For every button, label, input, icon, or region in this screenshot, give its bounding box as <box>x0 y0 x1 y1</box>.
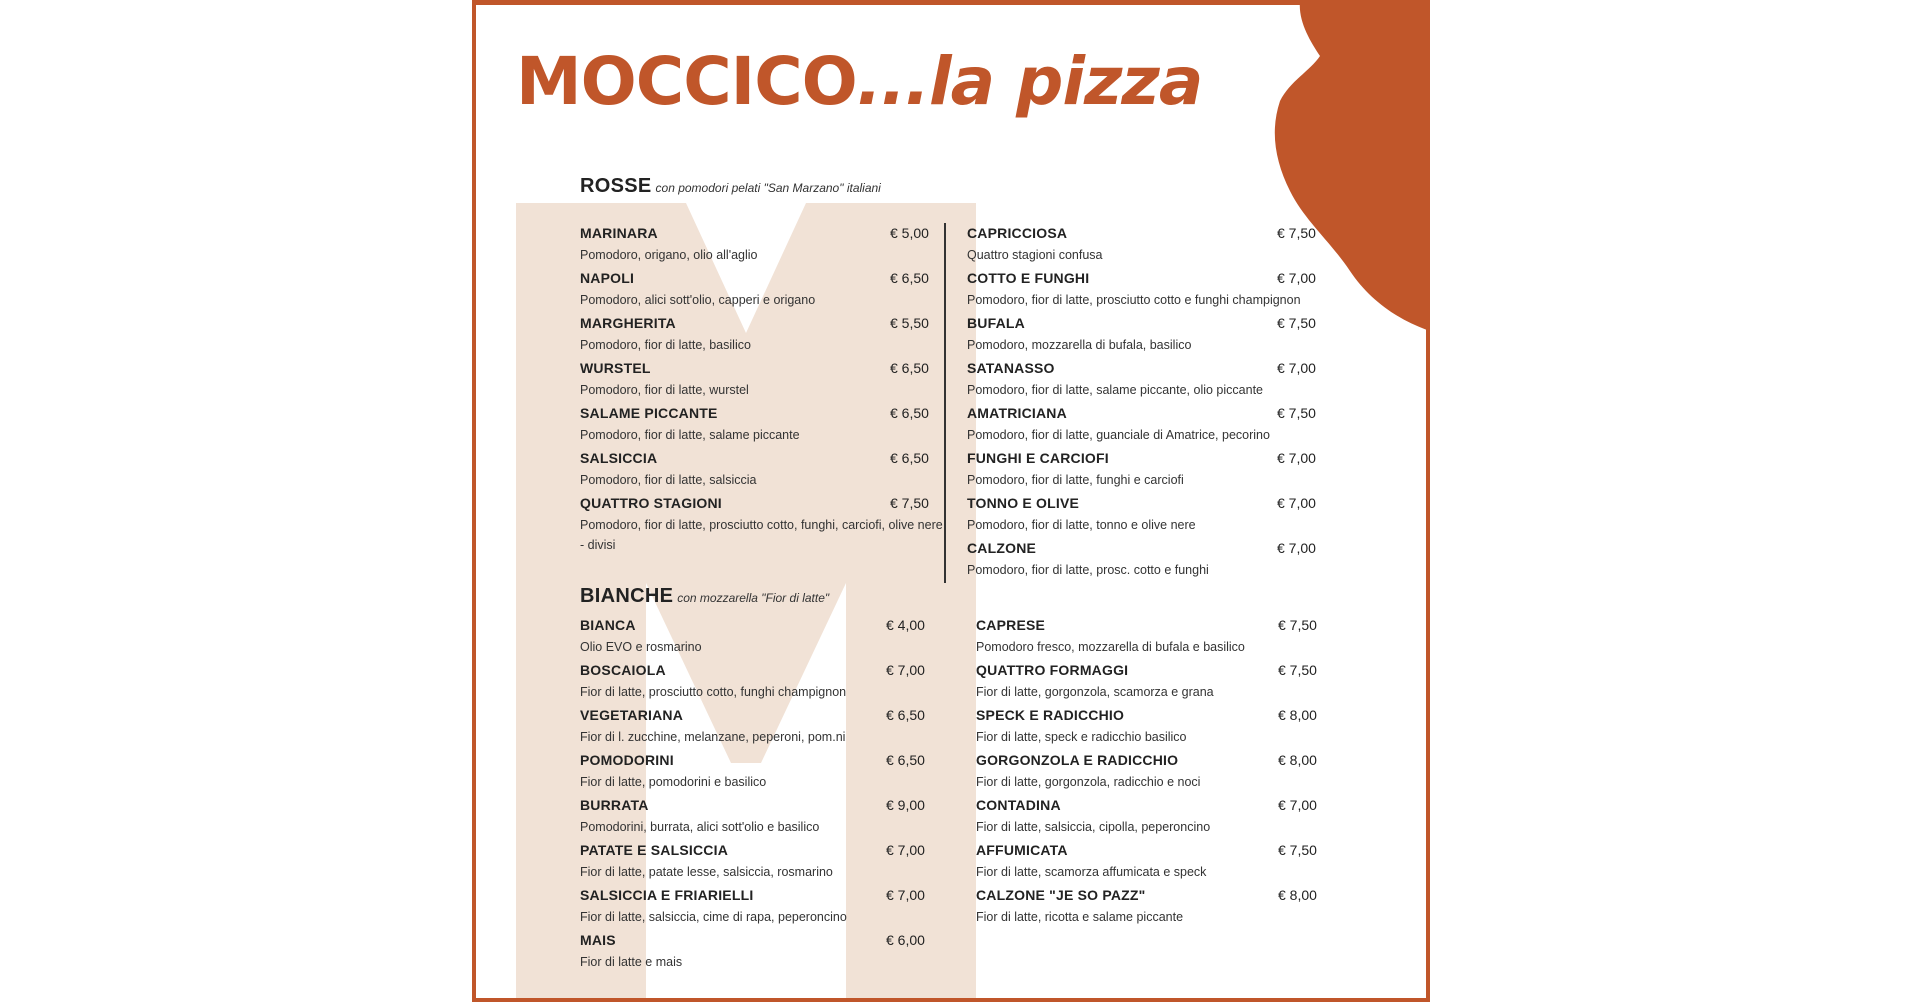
menu-item <box>976 617 1316 662</box>
bianche-left-column <box>580 617 930 977</box>
menu-item <box>976 887 1316 932</box>
menu-item-name: PATATE E SALSICCIA <box>580 842 729 858</box>
menu-item-name: SALSICCIA <box>580 450 658 466</box>
menu-item-price: € 7,00 <box>1277 540 1316 556</box>
menu-item-name: AMATRICIANA <box>967 405 1067 421</box>
menu-item-price: € 7,00 <box>886 887 925 903</box>
menu-item-description: Pomodoro, fior di latte, prosc. cotto e funghi <box>967 563 1209 577</box>
menu-item-name: CALZONE <box>967 540 1037 556</box>
menu-item-name: MARGHERITA <box>580 315 676 331</box>
menu-item-description: Pomodoro, origano, olio all'aglio <box>580 248 758 262</box>
menu-item-description: Pomodoro, fior di latte, prosciutto cotto e funghi champignon <box>967 293 1301 307</box>
menu-item <box>580 797 930 842</box>
menu-item-name: BOSCAIOLA <box>580 662 666 678</box>
menu-item-name: AFFUMICATA <box>976 842 1068 858</box>
menu-item <box>976 842 1316 887</box>
menu-item-description: Fior di latte, speck e radicchio basilico <box>976 730 1187 744</box>
menu-item-description: Pomodoro, fior di latte, salame piccante <box>580 428 800 442</box>
menu-item-description: Fior di latte e mais <box>580 955 683 969</box>
menu-title: MOCCICO...la pizza <box>516 43 1203 120</box>
menu-item-name: BIANCA <box>580 617 636 633</box>
menu-item-name: TONNO E OLIVE <box>967 495 1080 511</box>
menu-item-name: MARINARA <box>580 225 658 241</box>
menu-item <box>580 315 930 360</box>
menu-item-price: € 9,00 <box>886 797 925 813</box>
menu-item-price: € 7,00 <box>886 662 925 678</box>
menu-item-price: € 5,50 <box>890 315 929 331</box>
menu-item-name: SPECK E RADICCHIO <box>976 707 1125 723</box>
menu-item-name: CONTADINA <box>976 797 1061 813</box>
menu-item-description: Fior di latte, patate lesse, salsiccia, rosmarino <box>580 865 833 879</box>
menu-item <box>580 617 930 662</box>
menu-item <box>580 270 930 315</box>
menu-item-price: € 7,50 <box>1277 405 1316 421</box>
menu-item-price: € 7,00 <box>1278 797 1317 813</box>
menu-item-price: € 7,50 <box>1278 662 1317 678</box>
menu-item <box>967 405 1317 450</box>
menu-item <box>580 450 930 495</box>
menu-item-description: Pomodoro, mozzarella di bufala, basilico <box>967 338 1192 352</box>
menu-frame <box>472 0 1430 1002</box>
menu-item-name: NAPOLI <box>580 270 635 286</box>
menu-item-price: € 7,50 <box>1277 315 1316 331</box>
rosse-left-column <box>580 225 943 552</box>
menu-item-name: MAIS <box>580 932 616 948</box>
menu-item <box>580 932 930 977</box>
bianche-right-column <box>976 617 1316 932</box>
menu-item-name: SATANASSO <box>967 360 1055 376</box>
menu-item <box>967 495 1317 540</box>
menu-item <box>580 887 930 932</box>
rosse-right-column <box>967 225 1317 585</box>
menu-item <box>580 707 930 752</box>
menu-item-description: Pomodoro, fior di latte, guanciale di Amatrice, pecorino <box>967 428 1270 442</box>
menu-item-price: € 7,00 <box>1277 360 1316 376</box>
menu-item-price: € 7,50 <box>1278 617 1317 633</box>
menu-item-description: Pomodoro, fior di latte, funghi e carciofi <box>967 473 1184 487</box>
menu-item-description: Fior di latte, pomodorini e basilico <box>580 775 767 789</box>
menu-item-name: CALZONE "JE SO PAZZ" <box>976 887 1146 903</box>
menu-item-name: SALAME PICCANTE <box>580 405 718 421</box>
menu-item-description: Fior di latte, gorgonzola, radicchio e noci <box>976 775 1201 789</box>
menu-item-price: € 6,50 <box>886 707 925 723</box>
menu-item-description: Pomodoro, fior di latte, salame piccante, olio piccante <box>967 383 1263 397</box>
menu-item-description: Fior di latte, salsiccia, cime di rapa, peperoncino <box>580 910 847 924</box>
menu-item-description: Pomodoro, alici sott'olio, capperi e origano <box>580 293 816 307</box>
menu-item-price: € 7,50 <box>1277 225 1316 241</box>
menu-item-name: QUATTRO STAGIONI <box>580 495 722 511</box>
menu-item <box>967 225 1317 270</box>
menu-item-price: € 7,00 <box>886 842 925 858</box>
menu-item-name: WURSTEL <box>580 360 651 376</box>
menu-item-description: Pomodoro, fior di latte, wurstel <box>580 383 749 397</box>
menu-item <box>580 225 930 270</box>
menu-item-price: € 8,00 <box>1278 752 1317 768</box>
menu-item <box>967 360 1317 405</box>
menu-item-description: Pomodoro, fior di latte, tonno e olive nere <box>967 518 1196 532</box>
menu-item-description: Fior di l. zucchine, melanzane, peperoni, pom.ni <box>580 730 846 744</box>
menu-item-description: Olio EVO e rosmarino <box>580 640 702 654</box>
menu-item <box>967 450 1317 495</box>
menu-item-price: € 7,00 <box>1277 495 1316 511</box>
menu-item-name: FUNGHI E CARCIOFI <box>967 450 1109 466</box>
menu-item-price: € 7,50 <box>890 495 929 511</box>
menu-item <box>967 270 1317 315</box>
rosse-section-title: ROSSE con pomodori pelati "San Marzano" italiani <box>580 175 881 197</box>
menu-item-description: Quattro stagioni confusa <box>967 248 1103 262</box>
menu-item-name: CAPRESE <box>976 617 1046 633</box>
menu-item <box>976 797 1316 842</box>
menu-item-name: SALSICCIA E FRIARIELLI <box>580 887 754 903</box>
menu-item-description: Pomodorini, burrata, alici sott'olio e basilico <box>580 820 820 834</box>
menu-item <box>580 662 930 707</box>
menu-item-price: € 6,50 <box>886 752 925 768</box>
menu-item <box>976 662 1316 707</box>
menu-item-name: QUATTRO FORMAGGI <box>976 662 1129 678</box>
menu-item <box>580 752 930 797</box>
menu-item-description: Pomodoro fresco, mozzarella di bufala e basilico <box>976 640 1245 654</box>
menu-item-price: € 8,00 <box>1278 707 1317 723</box>
menu-item-name: COTTO E FUNGHI <box>967 270 1090 286</box>
menu-item-price: € 6,00 <box>886 932 925 948</box>
menu-item-description: Pomodoro, fior di latte, basilico <box>580 338 751 352</box>
menu-item <box>580 360 930 405</box>
menu-item-description: Fior di latte, gorgonzola, scamorza e grana <box>976 685 1214 699</box>
menu-item-name: BUFALA <box>967 315 1025 331</box>
menu-item-price: € 4,00 <box>886 617 925 633</box>
menu-item-price: € 6,50 <box>890 450 929 466</box>
menu-item <box>976 707 1316 752</box>
menu-item-name: BURRATA <box>580 797 649 813</box>
menu-item-description: Fior di latte, ricotta e salame piccante <box>976 910 1184 924</box>
menu-item-name: GORGONZOLA E RADICCHIO <box>976 752 1179 768</box>
menu-item-name: VEGETARIANA <box>580 707 684 723</box>
bianche-section-title: BIANCHE con mozzarella "Fior di latte" <box>580 585 830 607</box>
menu-item-description: Fior di latte, prosciutto cotto, funghi champignon <box>580 685 847 699</box>
menu-item <box>976 752 1316 797</box>
menu-item <box>580 842 930 887</box>
menu-item-price: € 6,50 <box>890 360 929 376</box>
menu-item-price: € 8,00 <box>1278 887 1317 903</box>
menu-item-description: Pomodoro, fior di latte, prosciutto cotto, funghi, carciofi, olive nere - divisi <box>580 518 943 552</box>
menu-item-name: CAPRICCIOSA <box>967 225 1068 241</box>
menu-item-price: € 6,50 <box>890 270 929 286</box>
menu-item-price: € 7,50 <box>1278 842 1317 858</box>
menu-item <box>967 315 1317 360</box>
menu-item-price: € 7,00 <box>1277 450 1316 466</box>
menu-item-description: Pomodoro, fior di latte, salsiccia <box>580 473 757 487</box>
menu-item-name: POMODORINI <box>580 752 674 768</box>
menu-item-description: Fior di latte, salsiccia, cipolla, peperoncino <box>976 820 1211 834</box>
menu-item <box>580 495 943 552</box>
menu-item <box>967 540 1317 585</box>
menu-item-price: € 7,00 <box>1277 270 1316 286</box>
menu-item-price: € 5,00 <box>890 225 929 241</box>
menu-item-price: € 6,50 <box>890 405 929 421</box>
menu-item <box>580 405 930 450</box>
menu-item-description: Fior di latte, scamorza affumicata e speck <box>976 865 1207 879</box>
